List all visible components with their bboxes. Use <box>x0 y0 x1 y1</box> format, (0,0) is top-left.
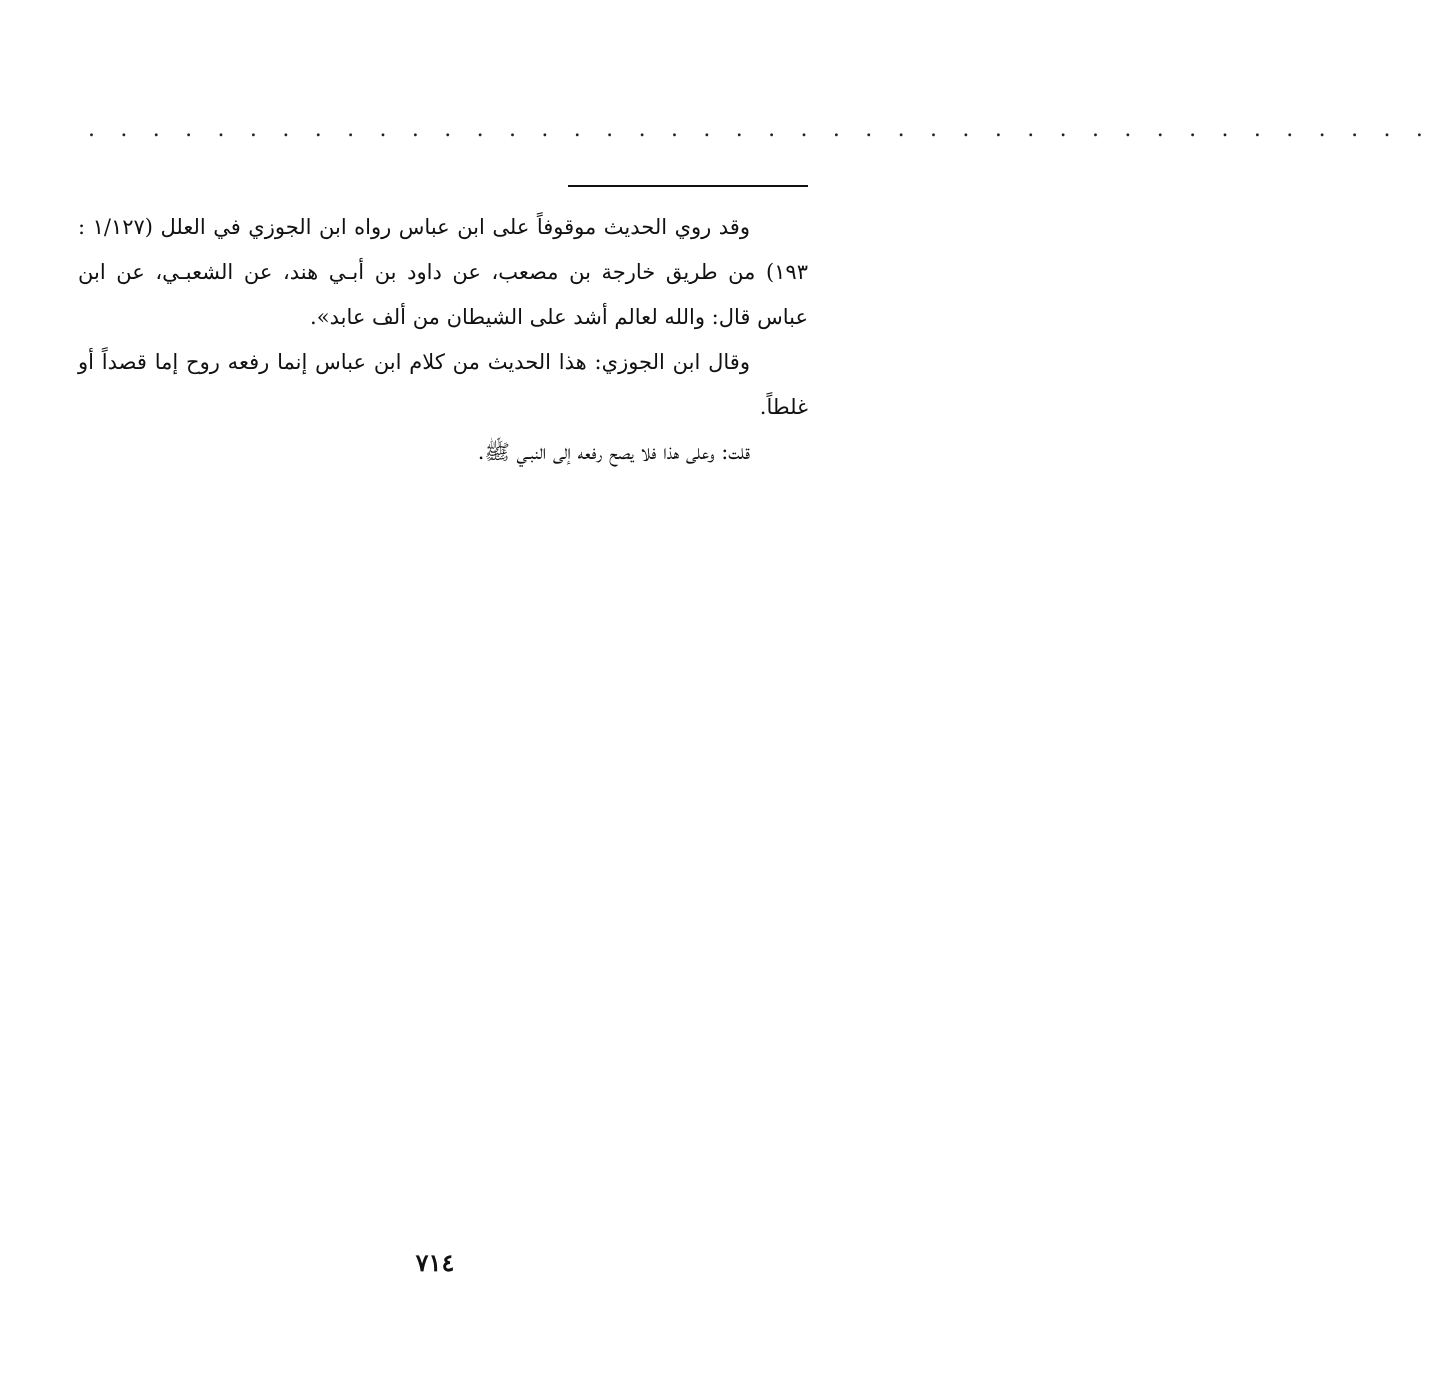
footnote-rule <box>568 185 808 187</box>
footnote-paragraph-2: وقال ابن الجوزي: هذا الحديث من كلام ابن عباس إنما رفعه روح إما قصداً أو غلطاً. <box>78 350 808 419</box>
footnote-paragraph-3: قلت: وعلى هذا فلا يصح رفعه إلى النبـي ﷺ. <box>477 440 750 464</box>
page-number: ٧١٤ <box>415 1248 455 1277</box>
footnote-text <box>78 205 808 475</box>
dotted-separator: . . . . . . . . . . . . . . . . . . . . . . . . . . . . . . . . . . . . . . . . . . <box>88 117 1432 142</box>
footnote-paragraph-1: وقد روي الحديث موقوفاً على ابن عباس رواه ابن الجوزي في العلل (١/١٢٧ : ١٩٣) من طريق خارجة بن مصعب، عن داود بن أبـي هند، عن الشعبـي، عن ابن عباس قال: والله لعالم أشد على الشيطان من ألف عابد». <box>78 215 808 329</box>
